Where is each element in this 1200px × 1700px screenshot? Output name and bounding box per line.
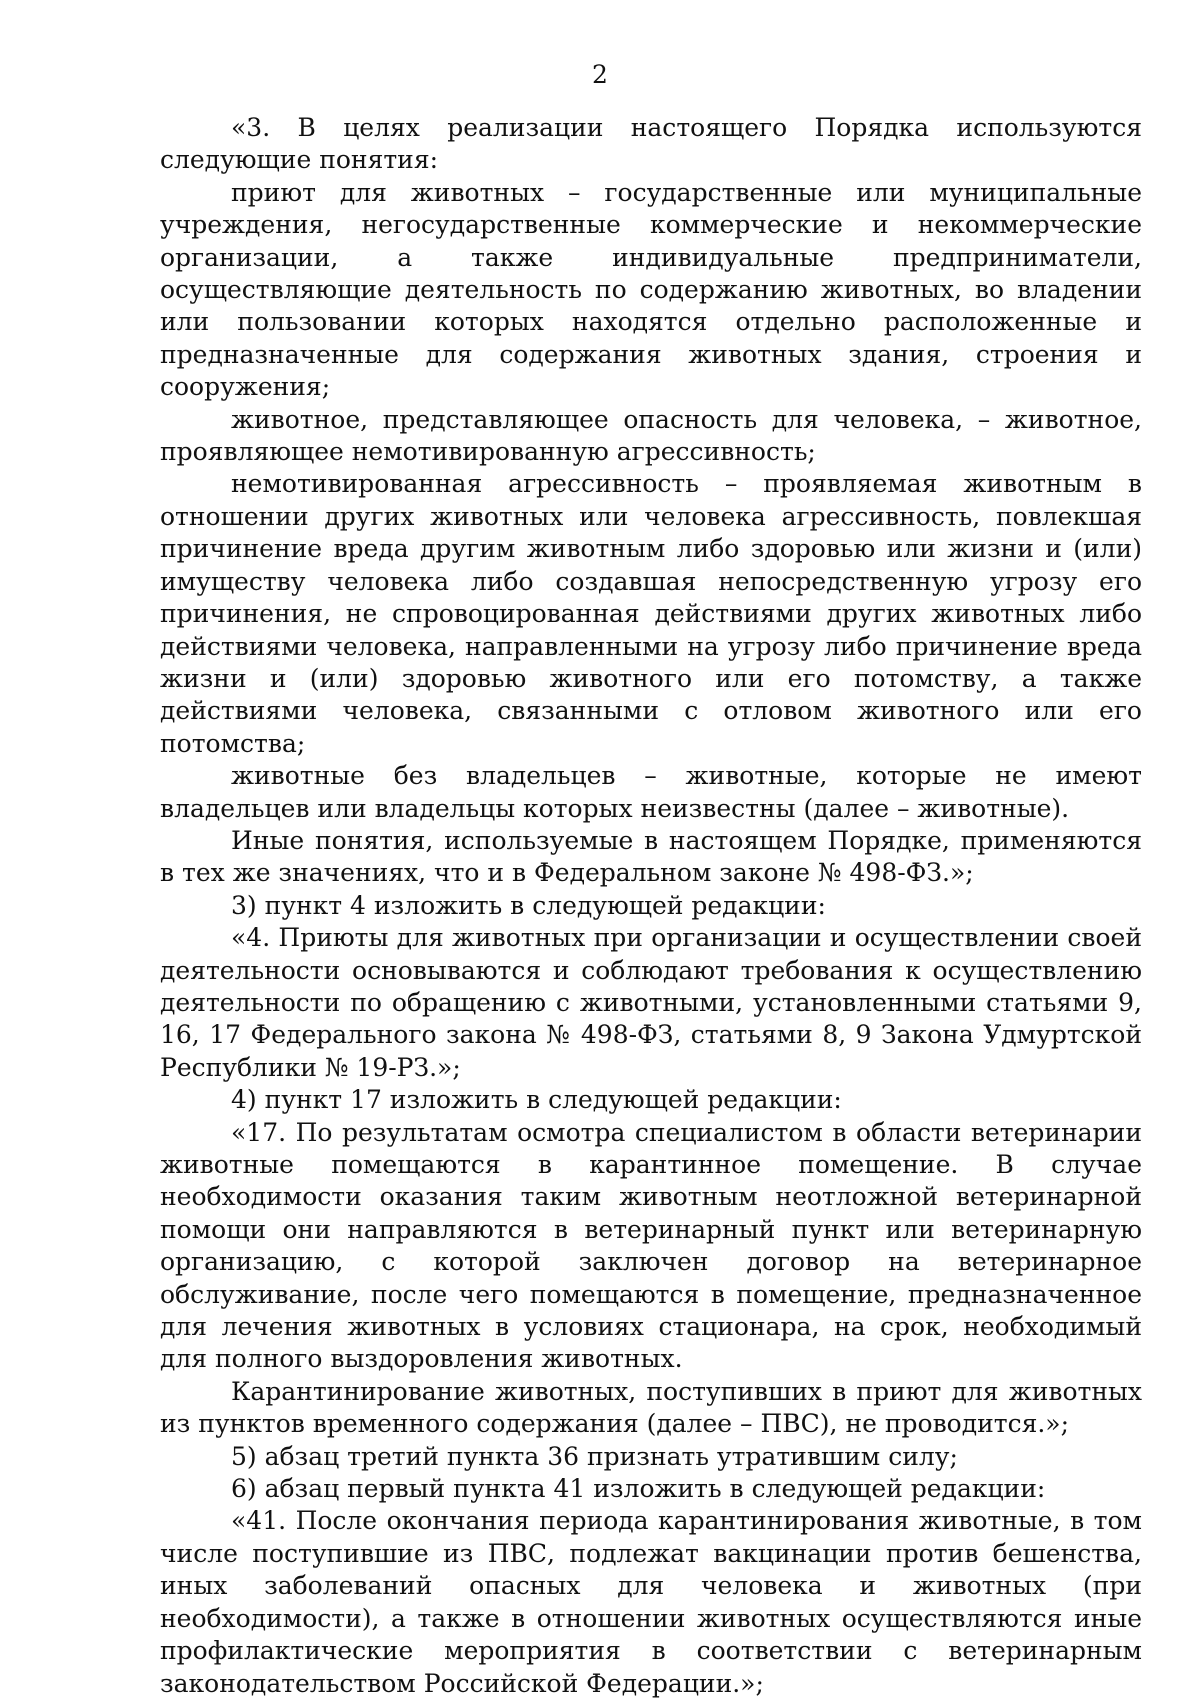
document-body: [160, 112, 1142, 1700]
paragraph-clause-4: «4. Приюты для животных при организации и осуществлении своей деятельности основываются и соблюдают требования к осуществлению деятельности по обращению с животными, установленными статьями 9, 16, 17 Федерального закона № 498-ФЗ, статьями 8, 9 Закона Удмуртской Республики № 19-РЗ.»;: [160, 923, 1142, 1082]
paragraph-shelter-definition: приют для животных – государственные или муниципальные учреждения, негосударственные коммерческие и некоммерческие организации, а также индивидуальные предприниматели, осуществляющие деятельность по содержанию животных, во владении или пользовании которых находятся отдельно расположенные и предназначенные для содержания животных здания, строения и сооружения;: [160, 177, 1142, 402]
paragraph-quarantine: Карантинирование животных, поступивших в приют для животных из пунктов временного содержания (далее – ПВС), не проводится.»;: [160, 1376, 1142, 1439]
paragraph-dangerous-animal-definition: животное, представляющее опасность для человека, – животное, проявляющее немотивированную агрессивность;: [160, 404, 1142, 467]
paragraph-item-3: 3) пункт 4 изложить в следующей редакции:: [231, 890, 826, 920]
paragraph-aggression-definition: немотивированная агрессивность – проявляемая животным в отношении других животных или человека агрессивность, повлекшая причинение вреда другим животным либо здоровью или жизни и (или) имуществу человека либо создавшая непосредственную угрозу его причинения, не спровоцированная действиями других животных либо действиями человека, направленными на угрозу либо причинение вреда жизни и (или) здоровью животного или его потомству, а также действиями человека, связанными с отловом животного или его потомства;: [160, 469, 1142, 758]
paragraph-other-terms: Иные понятия, используемые в настоящем Порядке, применяются в тех же значениях, что и в Федеральном законе № 498-ФЗ.»;: [160, 825, 1142, 888]
paragraph-ownerless-animals-definition: животные без владельцев – животные, которые не имеют владельцев или владельцы которых неизвестны (далее – животные).: [160, 761, 1142, 823]
page-number: 2: [592, 60, 608, 89]
paragraph-item-6: 6) абзац первый пункта 41 изложить в следующей редакции:: [231, 1474, 1046, 1504]
paragraph-clause-17: «17. По результатам осмотра специалистом в области ветеринарии животные помещаются в карантинное помещение. В случае необходимости оказания таким животным неотложной ветеринарной помощи они направляются в ветеринарный пункт или ветеринарную организацию, с которой заключен договор на ветеринарное обслуживание, после чего помещаются в помещение, предназначенное для лечения животных в условиях стационара, на срок, необходимый для полного выздоровления животных.: [160, 1117, 1142, 1374]
paragraph-definitions-intro: «3. В целях реализации настоящего Порядка используются следующие понятия:: [160, 113, 1142, 175]
paragraph-item-4: 4) пункт 17 изложить в следующей редакции:: [231, 1085, 842, 1115]
paragraph-clause-41: «41. После окончания периода карантинирования животные, в том числе поступившие из ПВС, подлежат вакцинации против бешенства, иных заболеваний опасных для человека и животных (при необходимости), а также в отношении животных осуществляются иные профилактические мероприятия в соответствии с ветеринарным законодательством Российской Федерации.»;: [160, 1506, 1142, 1698]
paragraph-item-5: 5) абзац третий пункта 36 признать утратившим силу;: [231, 1441, 958, 1471]
